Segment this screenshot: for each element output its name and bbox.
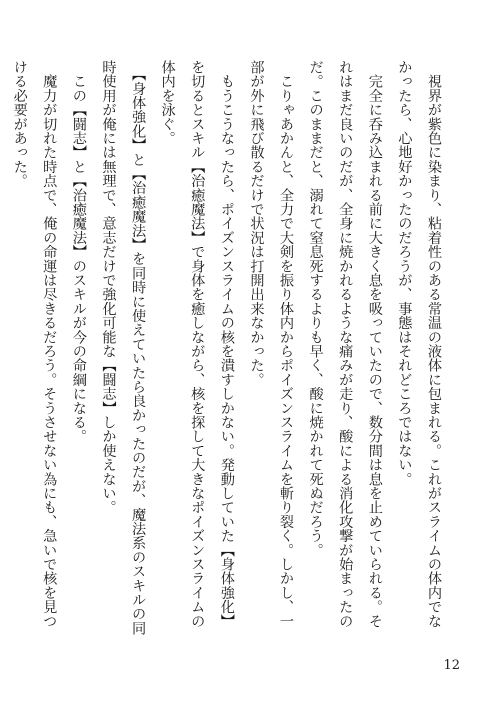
- paragraph: [0, 60, 4, 638]
- body-text: [11, 60, 448, 638]
- paragraph: こりゃあかんと、全力で大剣を振り体内からポイズンスライムを斬り裂く。しかし、一部が外に飛び散るだけで状況は打開出来なかった。: [248, 60, 295, 628]
- page-number: 12: [443, 658, 460, 673]
- paragraph: この【闘志】と【治癒魔法】のスキルが今の命綱になる。: [70, 60, 87, 444]
- paragraph: 視界が紫色に染まり、粘着性のある常温の液体に包まれる。これがスライムの体内でなかったら、心地好かったのだろうが、事態はそれどころではない。: [396, 60, 442, 628]
- paragraph: 魔力が切れた時点で、俺の命運は尽きるだろう。そうさせない為にも、急いで核を見つける必要があった。: [11, 60, 58, 628]
- paragraph: もうこうなったら、ポイズンスライムの核を潰すしかない。発動していた【身体強化】を切るとスキル【治癒魔法】で身体を癒しながら、核を探して大きなポイズンスライムの体内を泳ぐ。: [159, 60, 235, 628]
- paragraph: 完全に呑み込まれる前に大きく息を吸っていたので、数分間は息を止めていられる。それはまだ良いのだが、全身に焼かれるような痛みが走り、酸による消化攻撃が始まったのだ。このままだと、溺れて窒息死するよりも早く、酸に焼かれて死ぬだろう。: [307, 60, 383, 628]
- paragraph: 【身体強化】と【治癒魔法】を同時に使えていたら良かったのだが、魔法系のスキルの同時使用が俺には無理で、意志だけで強化可能な【闘志】しか使えない。: [100, 60, 147, 636]
